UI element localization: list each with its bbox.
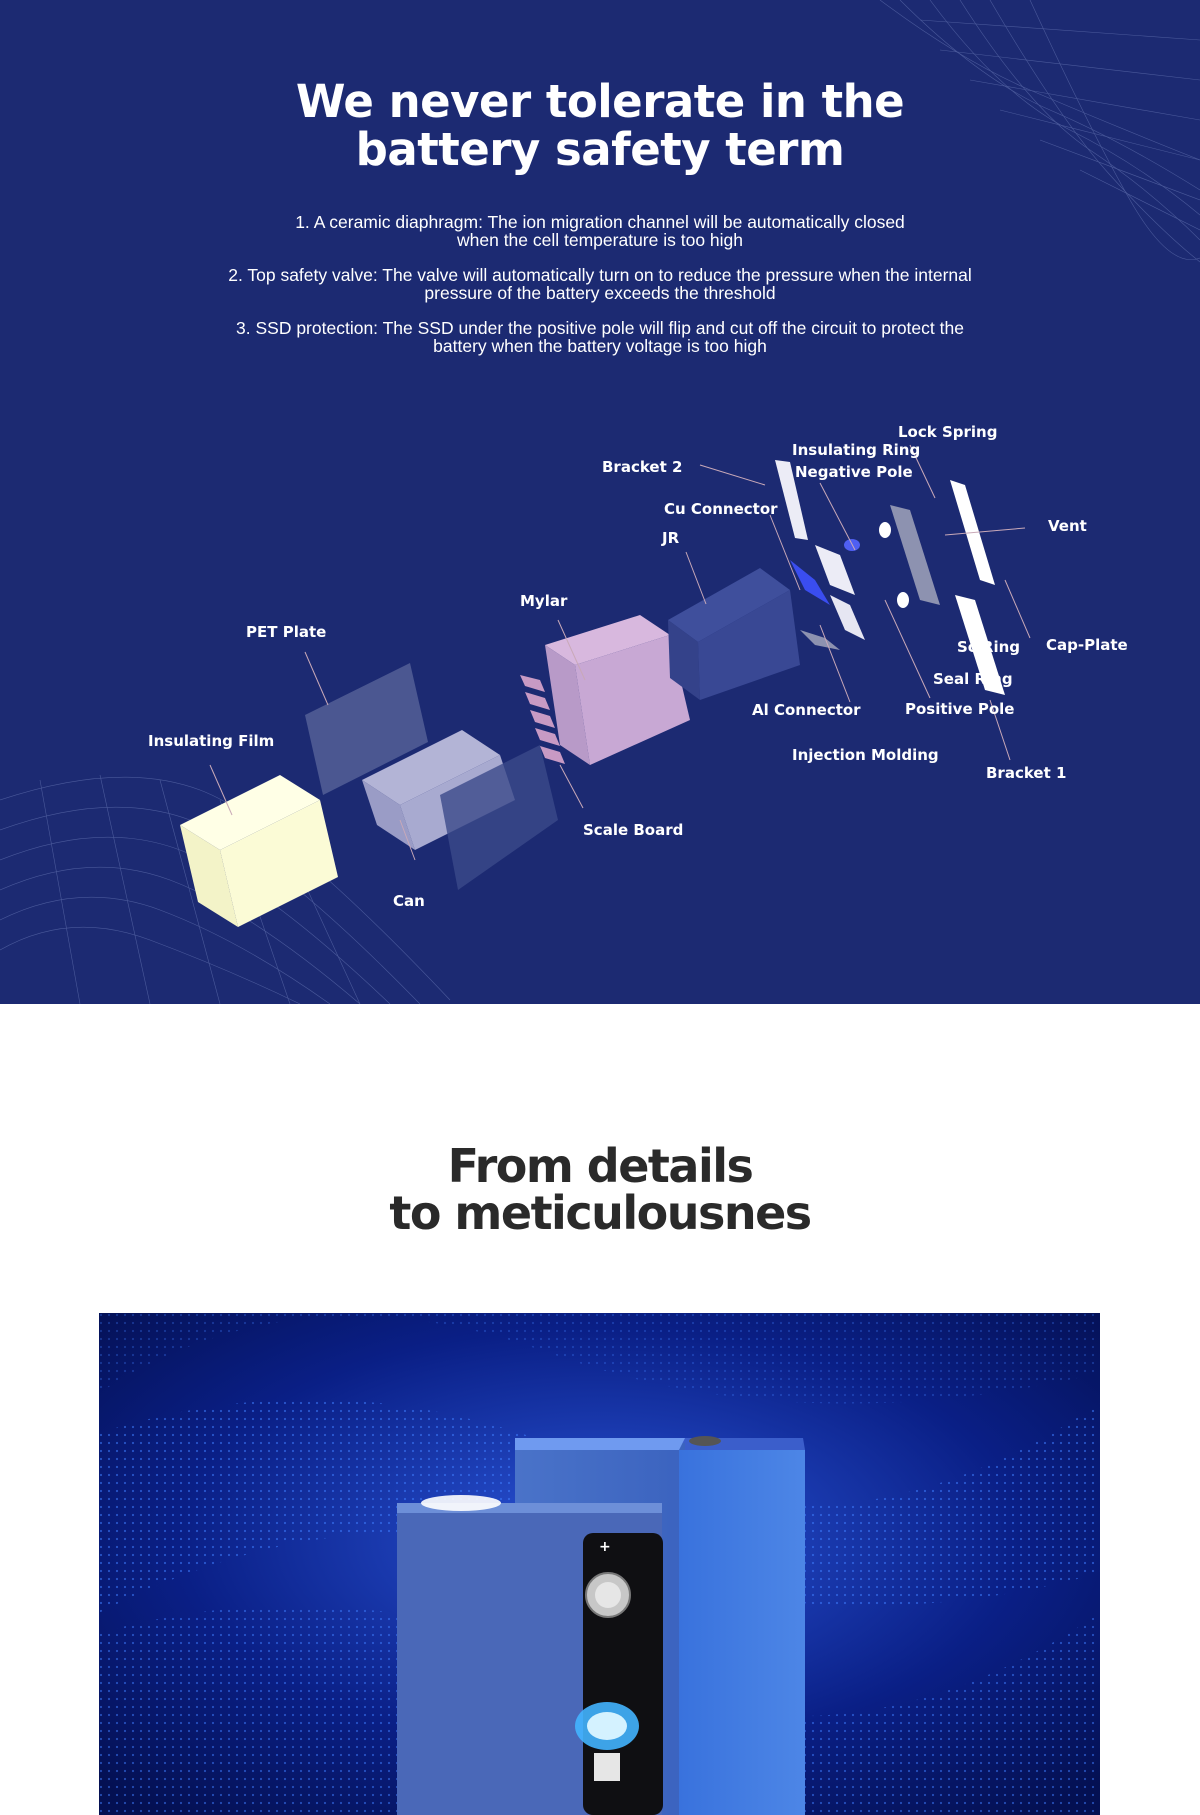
details-title bbox=[0, 1139, 1200, 1240]
label-bracket-1: Bracket 1 bbox=[986, 764, 1067, 782]
safety-point-line2: when the cell temperature is too high bbox=[457, 230, 743, 250]
label-cu-connector: Cu Connector bbox=[664, 500, 778, 518]
cap-plate-part bbox=[890, 505, 940, 605]
safety-points bbox=[150, 213, 1050, 372]
label-vent: Vent bbox=[1048, 517, 1087, 535]
label-can: Can bbox=[393, 892, 425, 910]
label-injection-molding: Injection Molding bbox=[792, 746, 939, 764]
battery-product-illustration bbox=[99, 1313, 1100, 1815]
insulating-ring-part bbox=[815, 545, 855, 595]
label-negative-pole: Negative Pole bbox=[795, 463, 913, 481]
safety-point-line1: 2. Top safety valve: The valve will automatically turn on to reduce the pressure when the internal bbox=[228, 265, 972, 285]
safety-point-line2: pressure of the battery exceeds the threshold bbox=[424, 283, 776, 303]
qr-code bbox=[594, 1753, 620, 1781]
label-positive-pole: Positive Pole bbox=[905, 700, 1015, 718]
safety-point-line1: 3. SSD protection: The SSD under the positive pole will flip and cut off the circuit to protect the bbox=[236, 318, 964, 338]
label-scale-board: Scale Board bbox=[583, 821, 684, 839]
label-jr: JR bbox=[662, 529, 680, 547]
label-pet-plate: PET Plate bbox=[246, 623, 327, 641]
safety-point bbox=[150, 213, 1050, 249]
exploded-battery-diagram bbox=[0, 380, 1200, 1004]
label-bracket-2: Bracket 2 bbox=[602, 458, 683, 476]
label-insulating-film: Insulating Film bbox=[148, 732, 275, 750]
safety-title-line2: battery safety term bbox=[355, 123, 845, 176]
safety-point bbox=[150, 266, 1050, 302]
sc-ring-part bbox=[879, 522, 891, 538]
injection-molding-part bbox=[830, 595, 865, 640]
label-al-connector: Al Connector bbox=[752, 701, 861, 719]
seal-ring-part bbox=[897, 592, 909, 608]
mylar-part bbox=[545, 615, 690, 765]
positive-mark: + bbox=[599, 1539, 611, 1555]
label-cap-plate: Cap-Plate bbox=[1046, 636, 1128, 654]
safety-title bbox=[0, 75, 1200, 176]
safety-point-line1: 1. A ceramic diaphragm: The ion migration channel will be automatically closed bbox=[295, 212, 905, 232]
details-title-line2: to meticulousnes bbox=[389, 1186, 811, 1240]
label-lock-spring: Lock Spring bbox=[898, 423, 998, 441]
safety-point bbox=[150, 319, 1050, 355]
label-mylar: Mylar bbox=[520, 592, 568, 610]
insulating-film-part bbox=[180, 775, 338, 927]
safety-point-line2: battery when the battery voltage is too high bbox=[433, 336, 767, 356]
exploded-battery-illustration bbox=[0, 380, 1200, 1004]
jr-part bbox=[668, 568, 800, 700]
al-connector-part bbox=[800, 630, 840, 650]
safety-title-line1: We never tolerate in the bbox=[295, 75, 905, 128]
label-sc-ring: Sc Ring bbox=[957, 638, 1021, 656]
label-seal-ring: Seal Ring bbox=[933, 670, 1013, 688]
details-title-line1: From details bbox=[447, 1139, 753, 1193]
label-insulating-ring: Insulating Ring bbox=[792, 441, 921, 459]
battery-product-image bbox=[99, 1313, 1100, 1815]
